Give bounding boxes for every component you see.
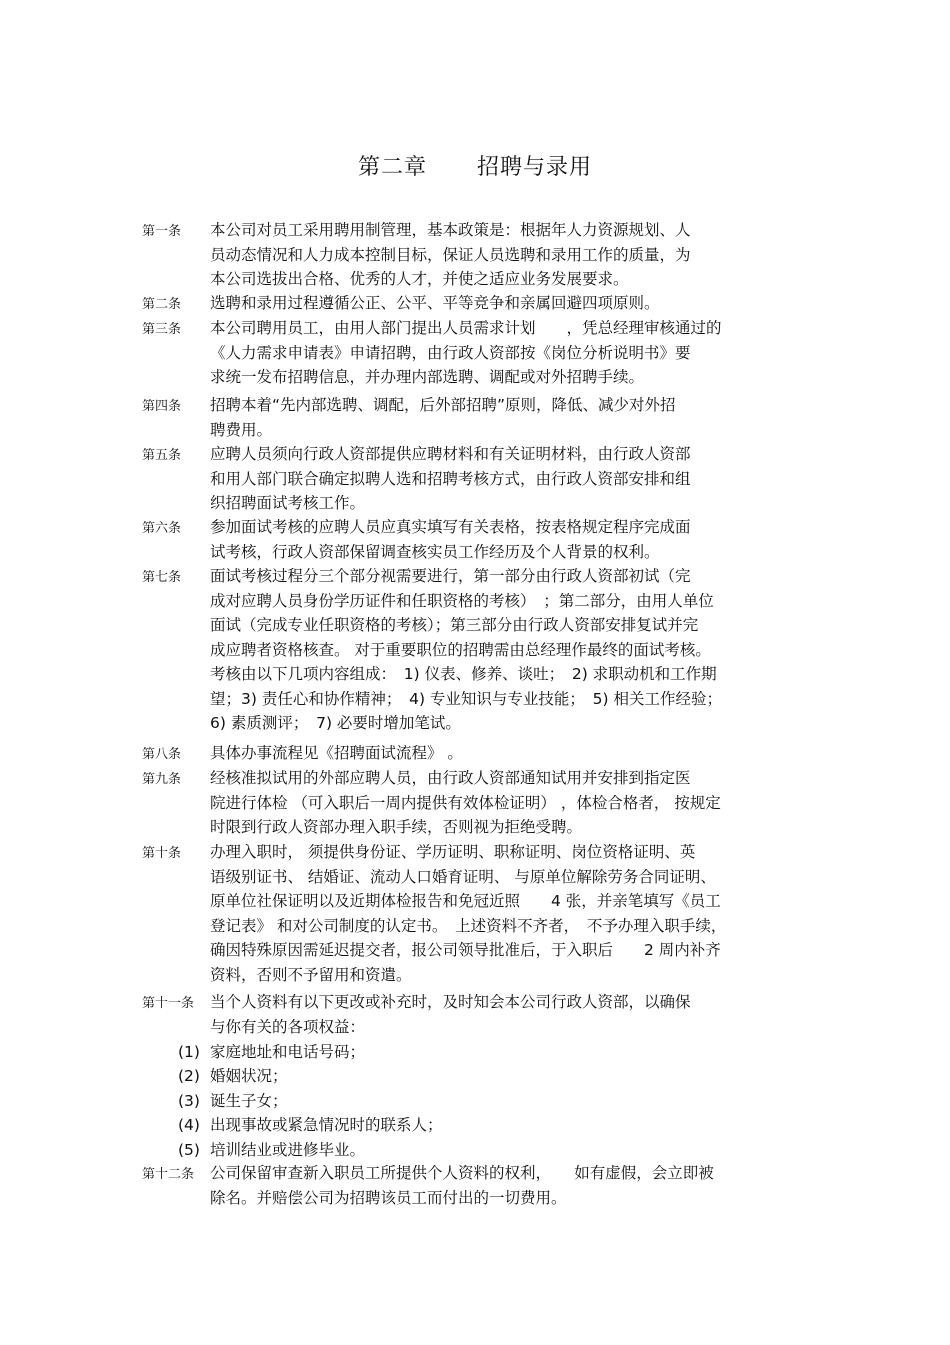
article-number: 第七条	[142, 570, 182, 585]
text-line: 时限到行政人资部办理入职手续，否则视为拒绝受聘。	[210, 818, 583, 836]
article-text	[210, 564, 722, 736]
text-line: 试考核，行政人资部保留调查核实员工作经历及个人背景的权利。	[210, 542, 660, 561]
text-line: 成对应聘人员身份学历证件和任职资格的考核） ；第二部分，由用人单位	[210, 591, 714, 610]
text-line: 与你有关的各项权益：	[210, 1017, 366, 1036]
article-text	[210, 218, 691, 292]
text-line: 织招聘面试考核工作。	[210, 494, 366, 512]
chapter-number: 第二章	[357, 155, 427, 180]
text-line: 本公司对员工采用聘用制管理，基本政策是：根据年人力资源规划、人	[210, 221, 691, 239]
list-item-number: (5)	[178, 1141, 200, 1159]
text-line: 除名。并赔偿公司为招聘该员工而付出的一切费用。	[210, 1188, 567, 1207]
article-number: 第五条	[142, 448, 182, 463]
list-item-text: 出现事故或紧急情况时的联系人；	[210, 1116, 443, 1134]
text-line: 具体办事流程见《招聘面试流程》 。	[210, 744, 463, 762]
article-text	[210, 393, 676, 442]
chapter-name: 招聘与录用	[477, 155, 593, 180]
text-line: 望；3) 责任心和协作精神； 4) 专业知识与专业技能； 5) 相关工作经验；	[210, 689, 723, 708]
text-line: 登记表》 和对公司制度的认定书。 上述资料不齐者， 不予办理入职手续，	[210, 916, 727, 935]
text-line: 确因特殊原因需延迟提交者，报公司领导批准后，于入职后 2 周内补齐	[210, 941, 721, 959]
article-number: 第八条	[142, 747, 182, 762]
text-line: 当个人资料有以下更改或补充时，及时知会本公司行政人资部，以确保	[210, 993, 691, 1011]
list-item-number: (1)	[178, 1043, 200, 1061]
text-line: 考核由以下几项内容组成： 1) 仪表、修养、谈吐； 2) 求职动机和工作期	[210, 665, 717, 683]
article-text	[210, 1161, 714, 1210]
article-text	[210, 291, 660, 316]
text-line: 面试（完成专业任职资格的考核）；第三部分由行政人资部安排复试并完	[210, 616, 699, 634]
text-line: 选聘和录用过程遵循公正、公平、平等竞争和亲属回避四项原则。	[210, 294, 660, 312]
article-number: 第四条	[142, 399, 182, 414]
text-line: 参加面试考核的应聘人员应真实填写有关表格，按表格规定程序完成面	[210, 518, 691, 536]
text-line: 成应聘者资格核查。 对于重要职位的招聘需由总经理作最终的面试考核。	[210, 640, 711, 659]
article-number: 第十一条	[142, 996, 195, 1011]
text-line: 原单位社保证明以及近期体检报告和免冠近照 4 张，并亲笔填写《员工	[210, 892, 721, 910]
article-text	[210, 316, 722, 390]
text-line: 和用人部门联合确定拟聘人选和招聘考核方式，由行政人资部安排和组	[210, 469, 691, 488]
article-number: 第九条	[142, 772, 182, 787]
text-line: 公司保留审查新入职员工所提供个人资料的权利， 如有虚假，会立即被	[210, 1164, 714, 1182]
list-item-number: (4)	[178, 1116, 200, 1134]
text-line: 招聘本着“先内部选聘、调配，后外部招聘”原则，降低、减少对外招	[210, 396, 676, 414]
text-line: 员动态情况和人力成本控制目标，保证人员选聘和录用工作的质量，为	[210, 245, 691, 264]
article-text	[210, 840, 726, 987]
list-item-text: 诞生子女；	[210, 1092, 288, 1110]
article-number: 第三条	[142, 322, 182, 337]
article-number: 第六条	[142, 521, 182, 536]
list-item-number: (2)	[178, 1067, 200, 1085]
article-number: 第十二条	[142, 1167, 195, 1182]
text-line: 院进行体检 （可入职后一周内提供有效体检证明） ，体检合格者， 按规定	[210, 793, 721, 812]
list-item-text: 培训结业或进修毕业。	[210, 1141, 366, 1159]
text-line: 聘费用。	[210, 420, 273, 439]
chapter-title	[0, 150, 950, 181]
article-number: 第十条	[142, 846, 182, 861]
article-text	[210, 442, 691, 516]
article-text	[210, 990, 691, 1039]
article-text	[210, 741, 463, 766]
text-line: 资料，否则不予留用和资遣。	[210, 965, 412, 984]
text-line: 经核准拟试用的外部应聘人员，由行政人资部通知试用并安排到指定医	[210, 769, 691, 787]
list-item-text: 家庭地址和电话号码；	[210, 1043, 366, 1061]
article-text	[210, 515, 691, 564]
text-line: 面试考核过程分三个部分视需要进行，第一部分由行政人资部初试（完	[210, 567, 691, 585]
list-item-text: 婚姻状况；	[210, 1067, 288, 1085]
text-line: 语级别证书、 结婚证、流动人口婚育证明、 与原单位解除劳务合同证明、	[210, 867, 716, 886]
article-text	[210, 766, 721, 840]
text-line: 本公司聘用员工，由用人部门提出人员需求计划 ，凭总经理审核通过的	[210, 319, 722, 337]
text-line: 本公司选拔出合格、优秀的人才，并使之适应业务发展要求。	[210, 270, 629, 288]
article-number: 第二条	[142, 297, 182, 312]
text-line: 求统一发布招聘信息，并办理内部选聘、调配或对外招聘手续。	[210, 368, 645, 386]
text-line: 《人力需求申请表》申请招聘，由行政人资部按《岗位分析说明书》要	[210, 343, 691, 362]
article-number: 第一条	[142, 224, 182, 239]
text-line: 6) 素质测评； 7) 必要时增加笔试。	[210, 714, 461, 732]
list-item-number: (3)	[178, 1092, 200, 1110]
text-line: 应聘人员须向行政人资部提供应聘材料和有关证明材料，由行政人资部	[210, 445, 691, 463]
text-line: 办理入职时， 须提供身份证、学历证明、职称证明、岗位资格证明、英	[210, 843, 696, 861]
